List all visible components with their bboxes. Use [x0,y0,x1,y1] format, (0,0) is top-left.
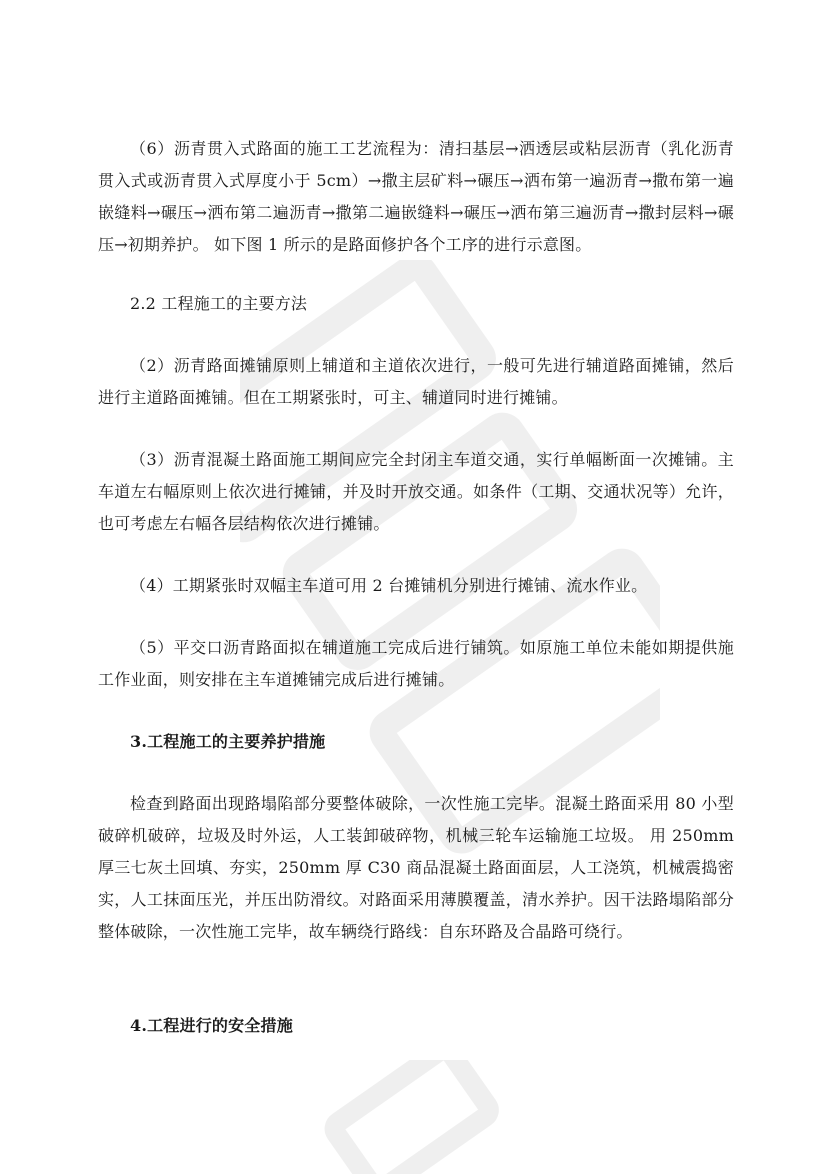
paragraph-intersection-paving: （5）平交口沥青路面拟在辅道施工完成后进行铺筑。如原施工单位未能如期提供施工作业面，则安排在主车道摊铺完成后进行摊铺。 [98,638,734,689]
section-heading-2-2: 2.2 工程施工的主要方法 [130,294,308,313]
paragraph-traffic-closure: （3）沥青混凝土路面施工期间应完全封闭主车道交通，实行单幅断面一次摊铺。主车道左右幅原则上依次进行摊铺，并及时开放交通。如条件（工期、交通状况等）允许，也可考虑左右幅各层结构依次进行摊铺。 [98,450,734,533]
watermark-logo-bottom [300,1060,520,1174]
paragraph-paving-order: （2）沥青路面摊铺原则上辅道和主道依次进行，一般可先进行辅道路面摊铺，然后进行主道路面摊铺。但在工期紧张时，可主、辅道同时进行摊铺。 [98,356,734,407]
paragraph-maintenance-measures: 检查到路面出现路塌陷部分要整体破除，一次性施工完毕。混凝土路面采用 80 小型破碎机破碎，垃圾及时外运，人工装卸破碎物，机械三轮车运输施工垃圾。 用 250mm 厚三七灰土回填、夯实，250mm 厚 C30 商品混凝土路面面层，人工浇筑，机械震捣密实，人工抹面压光，并压出防滑纹。对路面采用薄膜覆盖，清水养护。因干法路塌陷部分整体破除，一次性施工完毕，故车辆绕行路线：自东环路及合晶路可绕行。 [98,794,734,941]
paragraph-dual-pavers: （4）工期紧张时双幅主车道可用 2 台摊铺机分别进行摊铺、流水作业。 [130,576,648,595]
paragraph-asphalt-penetration-process: （6）沥青贯入式路面的施工工艺流程为：清扫基层→洒透层或粘层沥青（乳化沥青贯入式或沥青贯入式厚度小于 5cm）→撒主层矿料→碾压→洒布第一遍沥青→撒布第一遍嵌缝料→碾压→洒布第二遍沥青→撒第二遍嵌缝料→碾压→洒布第三遍沥青→撒封层料→碾压→初期养护。 如下图 1 所示的是路面修护各个工序的进行示意图。 [98,139,734,254]
section-heading-3: 3.工程施工的主要养护措施 [130,732,326,751]
section-heading-4: 4.工程进行的安全措施 [130,1016,293,1035]
